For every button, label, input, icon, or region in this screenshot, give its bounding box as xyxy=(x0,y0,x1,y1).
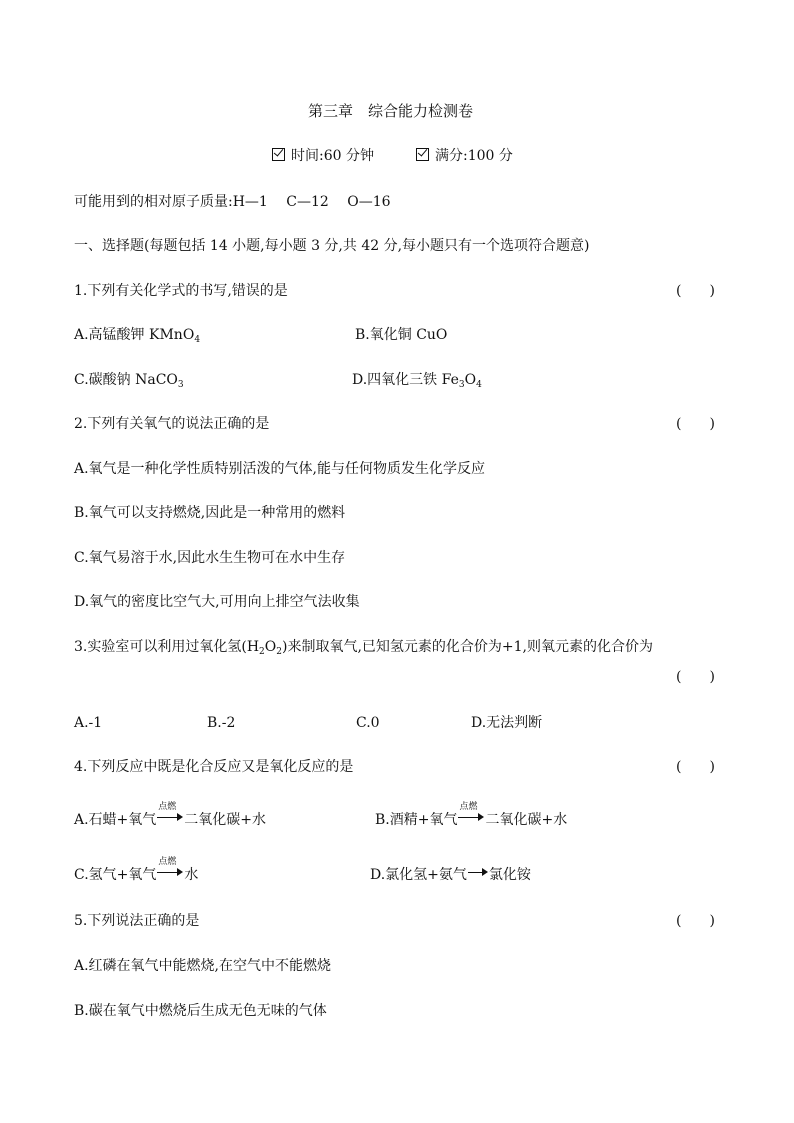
answer-paren: ( ) xyxy=(676,669,715,685)
exam-time xyxy=(272,146,374,166)
q4-option-d xyxy=(370,865,531,885)
subscript: 4 xyxy=(476,380,482,390)
q5-option-b: B.碳在氧气中燃烧后生成无色无味的气体 xyxy=(74,1003,327,1019)
q4-option-a xyxy=(74,802,267,830)
q3-stem-text: )来制取氧气,已知氢元素的化合价为+1,则氧元素的化合价为 xyxy=(281,639,653,655)
q1-option-c xyxy=(74,370,184,390)
q3-stem-text: 3.实验室可以利用过氧化氢(H xyxy=(74,639,260,655)
reaction-arrow-icon xyxy=(468,867,488,877)
subscript: 4 xyxy=(194,335,201,345)
q4-option-c-products: 水 xyxy=(184,867,199,883)
answer-paren: ( ) xyxy=(676,759,715,775)
q1-option-a xyxy=(74,325,200,345)
page-title: 第三章 综合能力检测卷 xyxy=(308,102,474,120)
exam-time-text: 时间:60 分钟 xyxy=(291,148,374,164)
q4-option-a-reactants: A.石蜡+氧气 xyxy=(74,812,157,828)
reaction-condition: 点燃 xyxy=(459,802,478,812)
question-3-stem xyxy=(74,637,653,657)
q3-option-a: A.-1 xyxy=(74,715,103,731)
q4-option-c-reactants: C.氢气+氧气 xyxy=(74,867,157,883)
reaction-arrow-icon xyxy=(157,857,183,877)
answer-paren: ( ) xyxy=(676,283,715,299)
q2-option-a: A.氧气是一种化学性质特别活泼的气体,能与任何物质发生化学反应 xyxy=(74,461,486,477)
q1-option-b: B.氧化铜 CuO xyxy=(355,327,448,343)
q3-stem-text: O xyxy=(264,639,277,655)
subscript: 3 xyxy=(458,380,465,390)
question-2-stem: 2.下列有关氧气的说法正确的是 xyxy=(74,416,270,432)
answer-paren: ( ) xyxy=(676,913,715,929)
exam-score xyxy=(416,146,513,166)
q4-option-a-products: 二氧化碳+水 xyxy=(184,812,267,828)
answer-paren: ( ) xyxy=(676,416,715,432)
q3-option-b: B.-2 xyxy=(207,715,236,731)
q1-option-c-text: C.碳酸钠 NaCO xyxy=(74,372,178,388)
question-1-stem: 1.下列有关化学式的书写,错误的是 xyxy=(74,283,288,299)
q1-option-a-text: A.高锰酸钾 KMnO xyxy=(74,327,195,343)
q4-option-b-products: 二氧化碳+水 xyxy=(485,812,568,828)
q1-option-d-text: O xyxy=(464,372,477,388)
checkbox-icon xyxy=(416,148,429,161)
reaction-arrow-icon xyxy=(157,802,183,822)
checkbox-icon xyxy=(272,148,285,161)
reaction-condition: 点燃 xyxy=(158,857,177,867)
q1-option-d-text: D.四氧化三铁 Fe xyxy=(352,372,459,388)
q4-option-c xyxy=(74,857,199,885)
subscript: 2 xyxy=(259,647,265,657)
exam-score-text: 满分:100 分 xyxy=(435,148,513,164)
atomic-masses: 可能用到的相对原子质量:H—1 C—12 O—16 xyxy=(74,194,391,210)
reaction-condition: 点燃 xyxy=(158,802,177,812)
q4-option-b xyxy=(375,802,568,830)
section-heading: 一、选择题(每题包括 14 小题,每小题 3 分,共 42 分,每小题只有一个选项符合题意) xyxy=(74,238,590,254)
q1-option-d xyxy=(352,370,482,390)
q2-option-d: D.氧气的密度比空气大,可用向上排空气法收集 xyxy=(74,594,360,610)
reaction-arrow-icon xyxy=(458,802,484,822)
q4-option-d-reactants: D.氯化氢+氨气 xyxy=(370,867,467,883)
q2-option-b: B.氧气可以支持燃烧,因此是一种常用的燃料 xyxy=(74,505,346,521)
question-5-stem: 5.下列说法正确的是 xyxy=(74,913,200,929)
q4-option-d-products: 氯化铵 xyxy=(488,867,531,883)
subscript: 3 xyxy=(177,380,184,390)
q3-option-d: D.无法判断 xyxy=(471,715,543,731)
q3-option-c: C.0 xyxy=(356,715,380,731)
q4-option-b-reactants: B.酒精+氧气 xyxy=(375,812,458,828)
subscript: 2 xyxy=(276,647,282,657)
q2-option-c: C.氧气易溶于水,因此水生生物可在水中生存 xyxy=(74,550,346,566)
q5-option-a: A.红磷在氧气中能燃烧,在空气中不能燃烧 xyxy=(74,958,332,974)
question-4-stem: 4.下列反应中既是化合反应又是氧化反应的是 xyxy=(74,759,354,775)
